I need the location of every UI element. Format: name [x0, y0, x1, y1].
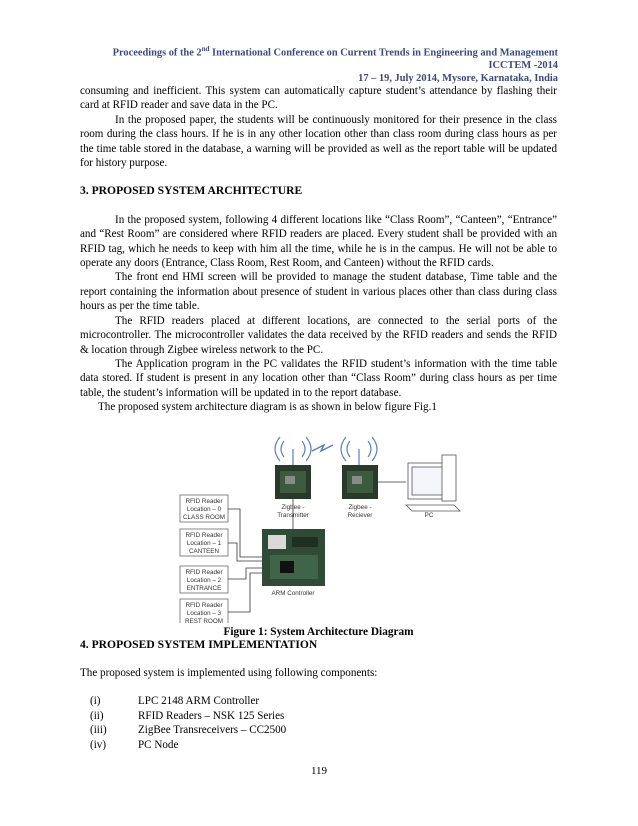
svg-text:CANTEEN: CANTEEN [188, 547, 220, 555]
svg-text:ENTRANCE: ENTRANCE [186, 584, 222, 592]
pc-label: PC [424, 511, 434, 519]
paragraph-continued: consuming and inefficient. This system can automatically capture student’s attendance by flashing their card at RFID reader and save data in the PC. [80, 85, 557, 112]
zigbee-transmitter-image [275, 465, 311, 499]
components-list [90, 694, 557, 752]
svg-text:RFID Reader: RFID Reader [185, 531, 223, 539]
wifi-signal-icon [275, 437, 311, 465]
rfid-reader-box-1 [180, 529, 228, 556]
zigbee-tx-label-2: Transmitter [277, 511, 309, 519]
paragraph: The proposed system architecture diagram is as shown in below figure Fig.1 [98, 401, 437, 414]
list-item: (iv) PC Node [90, 738, 179, 751]
rfid-reader-box-3 [180, 599, 228, 623]
paragraph: In the proposed paper, the students will be continuously monitored for their presence in the class room during the class hours. If he is in any other location other than class room during class hours as per the time table stored in the database, a warning will be provided as well as the report table will be updated for history purpose. [80, 113, 557, 170]
figure-caption: Figure 1: System Architecture Diagram [223, 625, 414, 638]
svg-text:Location – 1: Location – 1 [186, 539, 222, 547]
section-3-heading: 3. PROPOSED SYSTEM ARCHITECTURE [80, 184, 303, 198]
paragraph: The Application program in the PC validates the RFID student’s information with the time table data stored. If student is present in any location other than “Class Room” during class hours as per time table, the student’s information will be updated in to the report database. [80, 357, 557, 399]
header-line-1: Proceedings of the 2nd International Conference on Current Trends in Engineering and Management ICCTEM -2014 [112, 45, 558, 72]
zigbee-tx-label-1: Zigbee - [281, 503, 305, 511]
list-item: (ii) RFID Readers – NSK 125 Series [90, 709, 285, 722]
svg-text:REST ROOM: REST ROOM [184, 617, 224, 623]
arm-controller-image [262, 529, 325, 586]
page-body [80, 84, 557, 752]
rfid-reader-box-0 [180, 495, 228, 522]
list-item: (iii) ZigBee Transreceivers – CC2500 [90, 724, 287, 737]
reader-connections [228, 509, 262, 612]
zigbee-receiver-image [342, 465, 378, 499]
wireless-link-icon [312, 445, 333, 451]
paragraph: The RFID readers placed at different locations, are connected to the serial ports of the microcontroller. The microcontroller validates the data received by the RFID readers and sends the RFID & location through Zigbee wireless network to the PC. [80, 314, 557, 356]
page-number: 119 [310, 765, 328, 777]
header-line-2: 17 – 19, July 2014, Mysore, Karnataka, India [358, 73, 558, 85]
rfid-reader-box-2 [180, 566, 228, 593]
arm-controller-label: ARM Controller [271, 589, 315, 597]
pc-icon [406, 455, 460, 511]
conference-header [78, 43, 558, 85]
paragraph: In the proposed system, following 4 different locations like “Class Room”, “Canteen”, “Entrance” and “Rest Room” are considered where RFID readers are placed. Every student shall be provided with an RFID tag, which he needs to keep with him all the time, while he is in the campus. He will not be able to operate any doors (Entrance, Class Room, Rest Room, and Canteen) without the RFID cards. [80, 213, 557, 270]
svg-text:RFID Reader: RFID Reader [185, 568, 223, 576]
figure-1 [80, 423, 557, 638]
zigbee-rx-label-1: Zigbee - [348, 503, 372, 511]
wifi-signal-icon [341, 437, 377, 465]
system-architecture-diagram [80, 423, 557, 623]
svg-text:Location – 3: Location – 3 [186, 609, 222, 617]
svg-text:CLASS ROOM: CLASS ROOM [183, 513, 225, 521]
svg-text:Location – 0: Location – 0 [186, 505, 222, 513]
svg-text:RFID Reader: RFID Reader [185, 497, 223, 505]
svg-text:RFID Reader: RFID Reader [185, 601, 223, 609]
list-item: (i) LPC 2148 ARM Controller [90, 695, 260, 708]
zigbee-rx-label-2: Reciever [347, 511, 373, 519]
paragraph: The front end HMI screen will be provided to manage the student database, Time table and the report containing the information about presence of student in various places other than class during class hours as per the time table. [80, 271, 557, 313]
paragraph: The proposed system is implemented using following components: [80, 666, 378, 679]
section-4-heading: 4. PROPOSED SYSTEM IMPLEMENTATION [80, 637, 318, 651]
svg-text:Location – 2: Location – 2 [186, 576, 222, 584]
